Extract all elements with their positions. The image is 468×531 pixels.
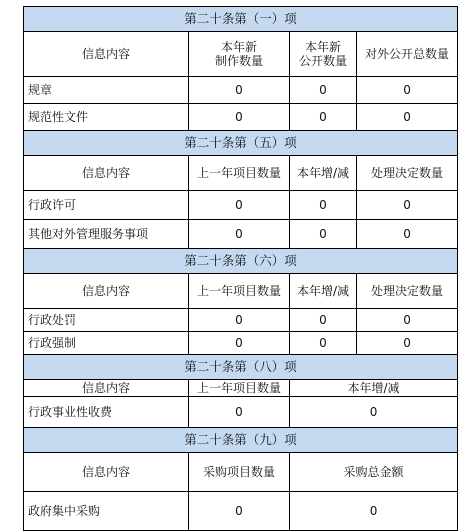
section-title: 第二十条第（九）项 — [24, 428, 458, 453]
section-title: 第二十条第（八）项 — [24, 355, 458, 380]
column-header-row — [24, 32, 458, 77]
col-info-content: 信息内容 — [24, 453, 189, 492]
section-header-9 — [24, 428, 458, 453]
section-title: 第二十条第（一）项 — [24, 7, 458, 32]
cell-value: 0 — [357, 332, 458, 355]
col-new-made-text: 本年新 制作数量 — [214, 40, 263, 68]
cell-value: 0 — [189, 220, 290, 249]
col-purchase-count: 采购项目数量 — [189, 453, 290, 492]
col-info-content: 信息内容 — [24, 274, 189, 309]
cell-value: 0 — [357, 309, 458, 332]
col-new-published — [290, 32, 357, 77]
section-title: 第二十条第（六）项 — [24, 249, 458, 274]
cell-value: 0 — [290, 220, 357, 249]
table-row — [24, 77, 458, 104]
column-header-row — [24, 274, 458, 309]
row-label: 行政事业性收费 — [24, 397, 189, 428]
cell-value: 0 — [189, 492, 290, 531]
cell-value: 0 — [189, 77, 290, 104]
cell-value: 0 — [357, 220, 458, 249]
cell-value: 0 — [290, 397, 458, 428]
section-title: 第二十条第（五）项 — [24, 131, 458, 156]
row-label: 政府集中采购 — [24, 492, 189, 531]
col-prev-year-count: 上一年项目数量 — [189, 274, 290, 309]
col-year-change: 本年增/减 — [290, 156, 357, 191]
cell-value: 0 — [189, 104, 290, 131]
cell-value: 0 — [189, 397, 290, 428]
row-label: 行政处罚 — [24, 309, 189, 332]
col-prev-year-count: 上一年项目数量 — [189, 380, 290, 397]
col-year-change: 本年增/减 — [290, 380, 458, 397]
cell-value: 0 — [189, 191, 290, 220]
col-new-made — [189, 32, 290, 77]
col-new-published-text: 本年新 公开数量 — [298, 40, 347, 68]
disclosure-table-sheet — [23, 6, 457, 531]
cell-value: 0 — [357, 77, 458, 104]
cell-value: 0 — [189, 332, 290, 355]
column-header-row — [24, 453, 458, 492]
table-row — [24, 104, 458, 131]
column-header-row — [24, 380, 458, 397]
section-header-1 — [24, 7, 458, 32]
col-info-content: 信息内容 — [24, 32, 189, 77]
col-year-change: 本年增/减 — [290, 274, 357, 309]
cell-value: 0 — [357, 191, 458, 220]
row-label: 行政许可 — [24, 191, 189, 220]
row-label: 行政强制 — [24, 332, 189, 355]
table-row — [24, 220, 458, 249]
cell-value: 0 — [290, 492, 458, 531]
section-header-5 — [24, 131, 458, 156]
table-row — [24, 332, 458, 355]
table-row — [24, 492, 458, 531]
col-purchase-amount: 采购总金额 — [290, 453, 458, 492]
section-header-8 — [24, 355, 458, 380]
cell-value: 0 — [357, 104, 458, 131]
col-total-published: 对外公开总数量 — [357, 32, 458, 77]
section-header-6 — [24, 249, 458, 274]
cell-value: 0 — [290, 77, 357, 104]
disclosure-table — [23, 6, 458, 531]
table-row — [24, 397, 458, 428]
col-info-content: 信息内容 — [24, 156, 189, 191]
column-header-row — [24, 156, 458, 191]
row-label: 其他对外管理服务事项 — [24, 220, 189, 249]
row-label: 规范性文件 — [24, 104, 189, 131]
col-decision-count: 处理决定数量 — [357, 274, 458, 309]
cell-value: 0 — [290, 191, 357, 220]
cell-value: 0 — [290, 309, 357, 332]
col-prev-year-count: 上一年项目数量 — [189, 156, 290, 191]
col-info-content: 信息内容 — [24, 380, 189, 397]
table-row — [24, 191, 458, 220]
cell-value: 0 — [290, 332, 357, 355]
cell-value: 0 — [290, 104, 357, 131]
table-row — [24, 309, 458, 332]
row-label: 规章 — [24, 77, 189, 104]
cell-value: 0 — [189, 309, 290, 332]
col-decision-count: 处理决定数量 — [357, 156, 458, 191]
